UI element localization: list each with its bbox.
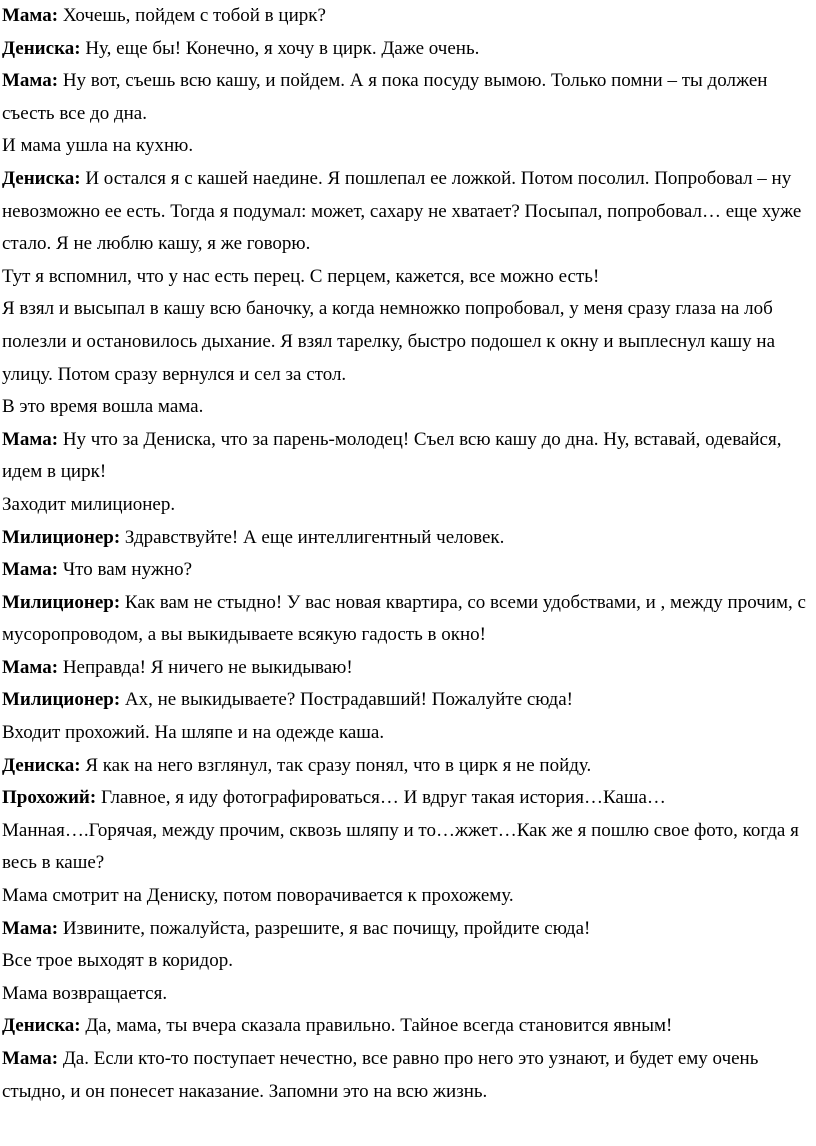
speaker-label: Милиционер: [2,689,121,711]
paragraph-text: Мама возвращается. [2,982,168,1004]
paragraph-text: Заходит милиционер. [2,493,176,515]
paragraph-text: Все трое выходят в коридор. [2,950,233,972]
paragraph-text: И мама ушла на кухню. [2,135,194,157]
speaker-label: Мама: [2,559,59,581]
paragraph-text: Мама смотрит на Дениску, потом поворачивается к прохожему. [2,885,514,907]
paragraph [2,782,810,880]
paragraph [2,33,810,66]
paragraph-text: Здравствуйте! А еще интеллигентный человек. [120,526,505,548]
speaker-label: Мама: [2,656,59,678]
paragraph [2,163,810,261]
paragraph [2,913,810,946]
paragraph-text: Тут я вспомнил, что у нас есть перец. С перцем, кажется, все можно есть! [2,265,600,287]
paragraph [2,293,810,391]
speaker-label: Мама: [2,70,59,92]
speaker-label: Милиционер: [2,591,121,613]
speaker-label: Мама: [2,428,59,450]
paragraph-text: Главное, я иду фотографироваться… И вдруг такая история…Каша…Манная….Горячая, между прочим, сквозь шляпу и то…жжет…Как же я пошлю свое фото, когда я весь в каше? [2,787,799,874]
document-body [2,0,810,1108]
speaker-label: Дениска: [2,1015,81,1037]
paragraph-text: Ну, еще бы! Конечно, я хочу в цирк. Даже очень. [80,37,480,59]
paragraph [2,424,810,489]
paragraph-text: Да, мама, ты вчера сказала правильно. Тайное всегда становится явным! [80,1015,673,1037]
paragraph-text: Входит прохожий. На шляпе и на одежде каша. [2,722,385,744]
paragraph-text: Извините, пожалуйста, разрешите, я вас почищу, пройдите сюда! [58,917,591,939]
paragraph [2,750,810,783]
paragraph-text: Как вам не стыдно! У вас новая квартира, со всеми удобствами, и , между прочим, с мусоропроводом, а вы выкидываете всякую гадость в окно! [2,591,806,646]
speaker-label: Милиционер: [2,526,121,548]
paragraph-text: Хочешь, пойдем с тобой в цирк? [58,5,326,26]
paragraph-text: Ну вот, съешь всю кашу, и пойдем. А я пока посуду вымою. Только помни – ты должен съесть все до дна. [2,70,768,124]
paragraph [2,489,810,522]
speaker-label: Мама: [2,1048,59,1069]
paragraph [2,880,810,913]
paragraph [2,554,810,587]
paragraph [2,130,810,163]
paragraph-text: Да. Если кто-то поступает нечестно, все равно про него это узнают, и будет ему очень стыдно, и он понесет наказание. Запомни это на всю жизнь. [2,1048,759,1102]
speaker-label: Дениска: [2,754,81,776]
paragraph [2,0,810,33]
paragraph-text: Ах, не выкидываете? Пострадавший! Пожалуйте сюда! [120,689,573,711]
paragraph [2,1043,810,1108]
paragraph [2,587,810,652]
paragraph [2,391,810,424]
speaker-label: Дениска: [2,37,81,59]
paragraph [2,65,810,130]
paragraph-text: И остался я с кашей наедине. Я пошлепал ее ложкой. Потом посолил. Попробовал – ну невозможно ее есть. Тогда я подумал: может, сахару не хватает? Посыпал, попробовал… еще хуже стало. Я не люблю кашу, я же говорю. [2,167,802,255]
paragraph-text: В это время вошла мама. [2,396,204,418]
paragraph [2,261,810,294]
paragraph [2,978,810,1011]
paragraph-text: Неправда! Я ничего не выкидываю! [58,656,353,678]
paragraph-text: Ну что за Дениска, что за парень-молодец! Съел всю кашу до дна. Ну, вставай, одевайся, идем в цирк! [2,428,782,483]
paragraph-text: Что вам нужно? [58,559,193,581]
paragraph [2,522,810,555]
speaker-label: Дениска: [2,167,81,189]
paragraph-text: Я взял и высыпал в кашу всю баночку, а когда немножко попробовал, у меня сразу глаза на лоб полезли и остановилось дыхание. Я взял тарелку, быстро подошел к окну и выплеснул кашу на улицу. Потом сразу вернулся и сел за стол. [2,298,775,385]
speaker-label: Мама: [2,917,59,939]
speaker-label: Прохожий: [2,787,97,809]
paragraph [2,945,810,978]
speaker-label: Мама: [2,5,59,26]
paragraph [2,684,810,717]
paragraph [2,1010,810,1043]
paragraph-text: Я как на него взглянул, так сразу понял, что в цирк я не пойду. [80,754,592,776]
paragraph [2,717,810,750]
paragraph [2,652,810,685]
